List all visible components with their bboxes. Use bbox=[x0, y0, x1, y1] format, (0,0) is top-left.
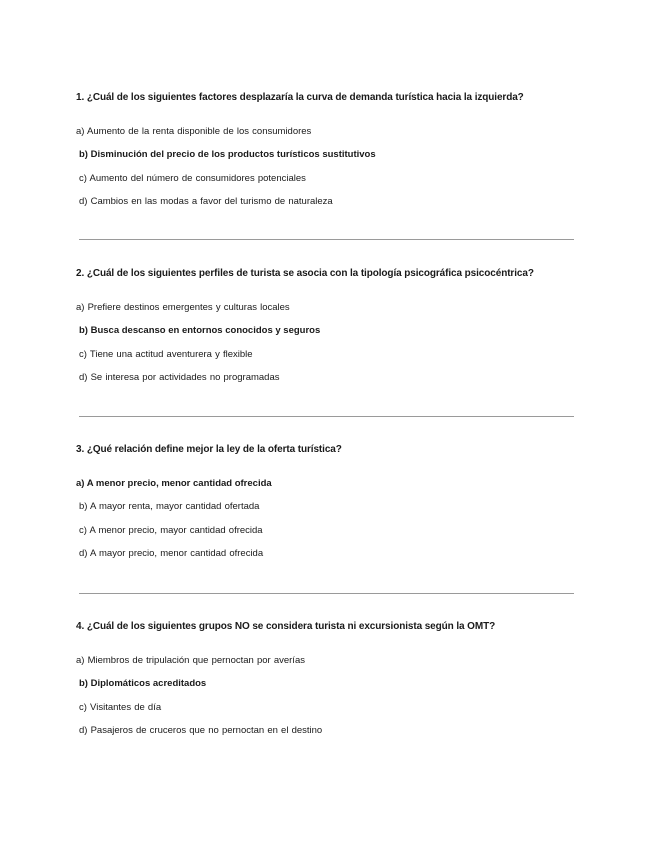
question-1-option-b[interactable]: b) Disminución del precio de los productos turísticos sustitutivos bbox=[79, 149, 376, 161]
question-1-title bbox=[76, 91, 576, 105]
question-1-option-d[interactable]: d) Cambios en las modas a favor del turismo de naturaleza bbox=[79, 195, 333, 207]
question-2-title bbox=[76, 267, 576, 281]
question-4-option-a[interactable]: a) Miembros de tripulación que pernoctan por averías bbox=[76, 655, 305, 666]
question-3-number: 3. bbox=[76, 444, 85, 455]
question-3-option-d[interactable]: d) A mayor precio, menor cantidad ofrecida bbox=[79, 547, 264, 559]
question-2-option-a[interactable]: a) Prefiere destinos emergentes y culturas locales bbox=[76, 302, 290, 313]
question-1-options bbox=[76, 125, 376, 218]
question-3 bbox=[76, 443, 576, 559]
question-4-option-d[interactable]: d) Pasajeros de cruceros que no pernoctan en el destino bbox=[79, 724, 323, 736]
question-4-number: 4. bbox=[76, 621, 85, 632]
divider-2 bbox=[79, 416, 574, 417]
question-1-text: ¿Cuál de los siguientes factores desplazaría la curva de demanda turística hacia la izquierda? bbox=[86, 92, 524, 103]
question-1-number: 1. bbox=[76, 92, 85, 103]
question-2-number: 2. bbox=[76, 268, 85, 279]
question-3-text: ¿Qué relación define mejor la ley de la oferta turística? bbox=[86, 444, 342, 455]
question-3-option-b[interactable]: b) A mayor renta, mayor cantidad ofertada bbox=[79, 501, 260, 513]
question-1-option-c[interactable]: c) Aumento del número de consumidores potenciales bbox=[79, 172, 306, 184]
question-4-options bbox=[76, 654, 322, 747]
question-2-option-d[interactable]: d) Se interesa por actividades no programadas bbox=[79, 371, 280, 383]
question-3-title bbox=[76, 443, 576, 457]
question-2-options bbox=[76, 301, 320, 394]
question-4-title bbox=[76, 620, 576, 634]
question-2-option-b[interactable]: b) Busca descanso en entornos conocidos y seguros bbox=[79, 325, 321, 337]
question-4-option-b[interactable]: b) Diplomáticos acreditados bbox=[79, 678, 207, 690]
question-3-option-a[interactable]: a) A menor precio, menor cantidad ofrecida bbox=[76, 478, 272, 489]
question-3-option-c[interactable]: c) A menor precio, mayor cantidad ofrecida bbox=[79, 524, 263, 536]
question-2 bbox=[76, 267, 576, 383]
divider-3 bbox=[79, 593, 574, 594]
question-4 bbox=[76, 620, 576, 736]
question-2-option-c[interactable]: c) Tiene una actitud aventurera y flexible bbox=[79, 348, 253, 360]
question-4-option-c[interactable]: c) Visitantes de día bbox=[79, 701, 162, 713]
question-2-text: ¿Cuál de los siguientes perfiles de turista se asocia con la tipología psicográfica psicocéntrica? bbox=[86, 268, 534, 279]
question-1 bbox=[76, 91, 576, 207]
question-4-text: ¿Cuál de los siguientes grupos NO se considera turista ni excursionista según la OMT? bbox=[86, 621, 496, 632]
question-1-option-a[interactable]: a) Aumento de la renta disponible de los consumidores bbox=[76, 126, 312, 137]
divider-1 bbox=[79, 239, 574, 240]
question-3-options bbox=[76, 477, 272, 570]
